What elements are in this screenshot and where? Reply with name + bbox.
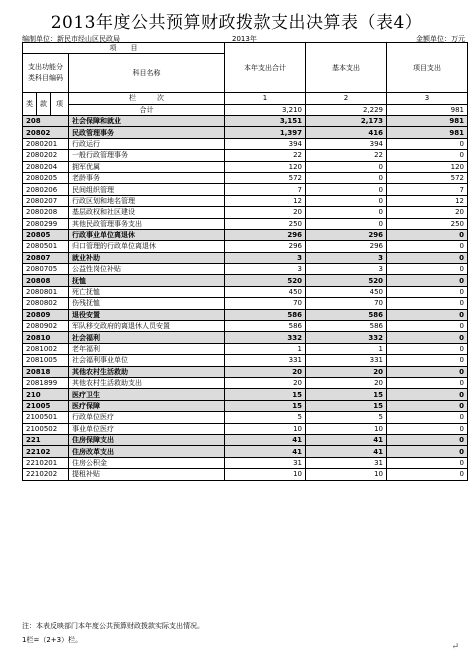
project-expenditure: 0 (387, 275, 468, 286)
project-expenditure: 0 (387, 412, 468, 423)
subject-name: 提租补贴 (69, 469, 225, 480)
table-row (23, 457, 468, 468)
subject-code: 221 (23, 434, 69, 445)
subject-name: 其他民政管理事务支出 (69, 218, 225, 229)
basic-expenditure: 10 (306, 423, 387, 434)
subject-name: 社会福利事业单位 (69, 355, 225, 366)
subject-code: 2080801 (23, 286, 69, 297)
total-expenditure: 394 (225, 138, 306, 149)
subject-name: 行政事业单位离退休 (69, 229, 225, 240)
project-expenditure: 0 (387, 366, 468, 377)
subject-name: 民政管理事务 (69, 127, 225, 138)
basic-expenditure: 0 (306, 161, 387, 172)
total-label: 合计 (69, 104, 225, 116)
table-row (23, 184, 468, 195)
project-expenditure: 120 (387, 161, 468, 172)
subject-code: 20802 (23, 127, 69, 138)
project-expenditure: 0 (387, 434, 468, 445)
total-expenditure: 22 (225, 150, 306, 161)
project-expenditure: 0 (387, 298, 468, 309)
basic-expenditure: 0 (306, 184, 387, 195)
project-expenditure: 0 (387, 150, 468, 161)
subject-name: 一般行政管理事务 (69, 150, 225, 161)
subject-code: 20809 (23, 309, 69, 320)
col-number-2: 2 (306, 93, 387, 105)
total-expenditure: 520 (225, 275, 306, 286)
project-expenditure: 0 (387, 321, 468, 332)
subject-code: 2081899 (23, 377, 69, 388)
basic-expenditure: 296 (306, 241, 387, 252)
total-expenditure: 15 (225, 389, 306, 400)
table-row (23, 286, 468, 297)
total-expenditure: 250 (225, 218, 306, 229)
col-number-3: 3 (387, 93, 468, 105)
col-number-1: 1 (225, 93, 306, 105)
subject-code: 210 (23, 389, 69, 400)
subject-name: 公益性岗位补贴 (69, 264, 225, 275)
header-item: 项 目 (23, 43, 225, 54)
table-row (23, 264, 468, 275)
total-expenditure: 1,397 (225, 127, 306, 138)
header-function-code: 支出功能分类科目编码 (23, 54, 69, 93)
basic-expenditure: 296 (306, 229, 387, 240)
table-row (23, 321, 468, 332)
basic-expenditure: 70 (306, 298, 387, 309)
total-expenditure: 41 (225, 446, 306, 457)
project-expenditure: 0 (387, 138, 468, 149)
subject-name: 就业补助 (69, 252, 225, 263)
subject-code: 208 (23, 116, 69, 127)
total-expenditure: 3 (225, 252, 306, 263)
total-expenditure: 12 (225, 195, 306, 206)
project-expenditure: 0 (387, 252, 468, 263)
project-expenditure: 0 (387, 423, 468, 434)
basic-expenditure: 41 (306, 434, 387, 445)
subject-name: 其他农村生活救助 (69, 366, 225, 377)
project-expenditure: 0 (387, 446, 468, 457)
subject-code: 20805 (23, 229, 69, 240)
project-expenditure: 0 (387, 469, 468, 480)
project-expenditure: 0 (387, 389, 468, 400)
table-row (23, 434, 468, 445)
total-expenditure: 70 (225, 298, 306, 309)
subject-code: 2080201 (23, 138, 69, 149)
subject-name: 住房公积金 (69, 457, 225, 468)
subject-name: 医疗保障 (69, 400, 225, 411)
total-expenditure: 7 (225, 184, 306, 195)
project-expenditure: 0 (387, 309, 468, 320)
report-year: 2013年 (232, 35, 257, 43)
basic-expenditure: 586 (306, 309, 387, 320)
subject-code: 20807 (23, 252, 69, 263)
total-expenditure: 41 (225, 434, 306, 445)
total-expenditure: 31 (225, 457, 306, 468)
total-expenditure: 296 (225, 229, 306, 240)
total-expenditure: 3,151 (225, 116, 306, 127)
subject-name: 老龄事务 (69, 172, 225, 183)
subject-code: 2080204 (23, 161, 69, 172)
compiling-unit: 编制单位：新民市经山区民政局 (22, 35, 120, 43)
header-class: 类 (23, 93, 37, 116)
total-expenditure: 20 (225, 377, 306, 388)
table-row (23, 172, 468, 183)
project-expenditure: 250 (387, 218, 468, 229)
table-row (23, 127, 468, 138)
subject-code: 20808 (23, 275, 69, 286)
total-value: 3,210 (225, 104, 306, 116)
total-project: 981 (387, 104, 468, 116)
total-expenditure: 20 (225, 207, 306, 218)
subject-code: 2081002 (23, 343, 69, 354)
table-row (23, 400, 468, 411)
table-row (23, 343, 468, 354)
total-expenditure: 3 (225, 264, 306, 275)
subject-name: 医疗卫生 (69, 389, 225, 400)
subject-code: 2080206 (23, 184, 69, 195)
subject-name: 死亡抚恤 (69, 286, 225, 297)
subject-name: 拥军优属 (69, 161, 225, 172)
basic-expenditure: 2,173 (306, 116, 387, 127)
basic-expenditure: 31 (306, 457, 387, 468)
subject-name: 行政区划和地名管理 (69, 195, 225, 206)
basic-expenditure: 15 (306, 389, 387, 400)
project-expenditure: 981 (387, 116, 468, 127)
basic-expenditure: 0 (306, 195, 387, 206)
subject-code: 2080802 (23, 298, 69, 309)
table-row (23, 252, 468, 263)
subject-code: 2080501 (23, 241, 69, 252)
basic-expenditure: 0 (306, 218, 387, 229)
table-row (23, 195, 468, 206)
header-project: 项目支出 (387, 43, 468, 93)
total-expenditure: 586 (225, 309, 306, 320)
subject-name: 民间组织管理 (69, 184, 225, 195)
total-expenditure: 332 (225, 332, 306, 343)
subject-code: 2100502 (23, 423, 69, 434)
paragraph-mark-icon: ↵ (451, 642, 459, 652)
basic-expenditure: 416 (306, 127, 387, 138)
subject-code: 20810 (23, 332, 69, 343)
total-basic: 2,229 (306, 104, 387, 116)
total-expenditure: 120 (225, 161, 306, 172)
table-row (23, 423, 468, 434)
basic-expenditure: 15 (306, 400, 387, 411)
subject-name: 住房改革支出 (69, 446, 225, 457)
table-row (23, 298, 468, 309)
basic-expenditure: 450 (306, 286, 387, 297)
basic-expenditure: 586 (306, 321, 387, 332)
footnote-2: 1栏=（2+3）栏。 (22, 636, 83, 644)
subject-code: 22102 (23, 446, 69, 457)
table-row (23, 207, 468, 218)
subject-name: 住房保障支出 (69, 434, 225, 445)
total-expenditure: 5 (225, 412, 306, 423)
header-basic: 基本支出 (306, 43, 387, 93)
subject-code: 2080205 (23, 172, 69, 183)
subject-code: 2080208 (23, 207, 69, 218)
header-lanci: 栏 次 (69, 93, 225, 105)
basic-expenditure: 0 (306, 172, 387, 183)
total-expenditure: 15 (225, 400, 306, 411)
subject-code: 2081005 (23, 355, 69, 366)
header-xiang: 项 (51, 93, 69, 116)
subject-name: 事业单位医疗 (69, 423, 225, 434)
project-expenditure: 0 (387, 400, 468, 411)
project-expenditure: 20 (387, 207, 468, 218)
subject-name: 社会保障和就业 (69, 116, 225, 127)
table-row (23, 161, 468, 172)
basic-expenditure: 3 (306, 252, 387, 263)
total-expenditure: 1 (225, 343, 306, 354)
project-expenditure: 0 (387, 241, 468, 252)
project-expenditure: 0 (387, 377, 468, 388)
basic-expenditure: 5 (306, 412, 387, 423)
header-kuan: 款 (37, 93, 51, 116)
subject-name: 军队移交政府的离退休人员安置 (69, 321, 225, 332)
expenditure-table (22, 42, 468, 481)
total-expenditure: 10 (225, 423, 306, 434)
total-expenditure: 296 (225, 241, 306, 252)
table-row (23, 150, 468, 161)
total-expenditure: 586 (225, 321, 306, 332)
project-expenditure: 0 (387, 332, 468, 343)
subject-code: 2100501 (23, 412, 69, 423)
project-expenditure: 7 (387, 184, 468, 195)
total-expenditure: 450 (225, 286, 306, 297)
subject-code: 2080202 (23, 150, 69, 161)
total-expenditure: 331 (225, 355, 306, 366)
subject-name: 伤残抚恤 (69, 298, 225, 309)
project-expenditure: 0 (387, 457, 468, 468)
project-expenditure: 0 (387, 264, 468, 275)
subject-name: 老年福利 (69, 343, 225, 354)
subject-code: 2080705 (23, 264, 69, 275)
subject-name: 社会福利 (69, 332, 225, 343)
footnote-1: 注：本表反映部门本年度公共预算财政拨款实际支出情况。 (22, 622, 204, 630)
table-row (23, 332, 468, 343)
subject-code: 2210201 (23, 457, 69, 468)
basic-expenditure: 520 (306, 275, 387, 286)
total-expenditure: 20 (225, 366, 306, 377)
table-row (23, 138, 468, 149)
project-expenditure: 0 (387, 355, 468, 366)
basic-expenditure: 20 (306, 377, 387, 388)
subject-name: 行政单位医疗 (69, 412, 225, 423)
total-expenditure: 10 (225, 469, 306, 480)
basic-expenditure: 331 (306, 355, 387, 366)
header-subject-name: 科目名称 (69, 54, 225, 93)
basic-expenditure: 332 (306, 332, 387, 343)
subject-name: 其他农村生活救助支出 (69, 377, 225, 388)
subject-code: 21005 (23, 400, 69, 411)
project-expenditure: 981 (387, 127, 468, 138)
subject-name: 行政运行 (69, 138, 225, 149)
subject-code: 2210202 (23, 469, 69, 480)
table-row (23, 229, 468, 240)
project-expenditure: 0 (387, 229, 468, 240)
total-expenditure: 572 (225, 172, 306, 183)
project-expenditure: 572 (387, 172, 468, 183)
table-row (23, 446, 468, 457)
table-row (23, 116, 468, 127)
table-row (23, 275, 468, 286)
table-row (23, 241, 468, 252)
basic-expenditure: 1 (306, 343, 387, 354)
project-expenditure: 0 (387, 343, 468, 354)
table-row (23, 355, 468, 366)
money-unit: 金额单位：万元 (416, 35, 465, 43)
table-row (23, 469, 468, 480)
subject-name: 退役安置 (69, 309, 225, 320)
basic-expenditure: 22 (306, 150, 387, 161)
subject-code: 20818 (23, 366, 69, 377)
basic-expenditure: 0 (306, 207, 387, 218)
project-expenditure: 0 (387, 286, 468, 297)
subject-name: 基层政权和社区建设 (69, 207, 225, 218)
subject-name: 归口管理的行政单位离退休 (69, 241, 225, 252)
basic-expenditure: 41 (306, 446, 387, 457)
basic-expenditure: 3 (306, 264, 387, 275)
table-row (23, 309, 468, 320)
subject-code: 2080902 (23, 321, 69, 332)
project-expenditure: 12 (387, 195, 468, 206)
table-row (23, 366, 468, 377)
table-title: 2013年度公共预算财政拨款支出决算表（表4） (50, 13, 423, 33)
table-row (23, 412, 468, 423)
header-total: 本年支出合计 (225, 43, 306, 93)
table-row (23, 389, 468, 400)
table-row (23, 218, 468, 229)
subject-code: 2080299 (23, 218, 69, 229)
basic-expenditure: 10 (306, 469, 387, 480)
subject-code: 2080207 (23, 195, 69, 206)
subject-name: 抚恤 (69, 275, 225, 286)
basic-expenditure: 20 (306, 366, 387, 377)
basic-expenditure: 394 (306, 138, 387, 149)
table-row (23, 377, 468, 388)
